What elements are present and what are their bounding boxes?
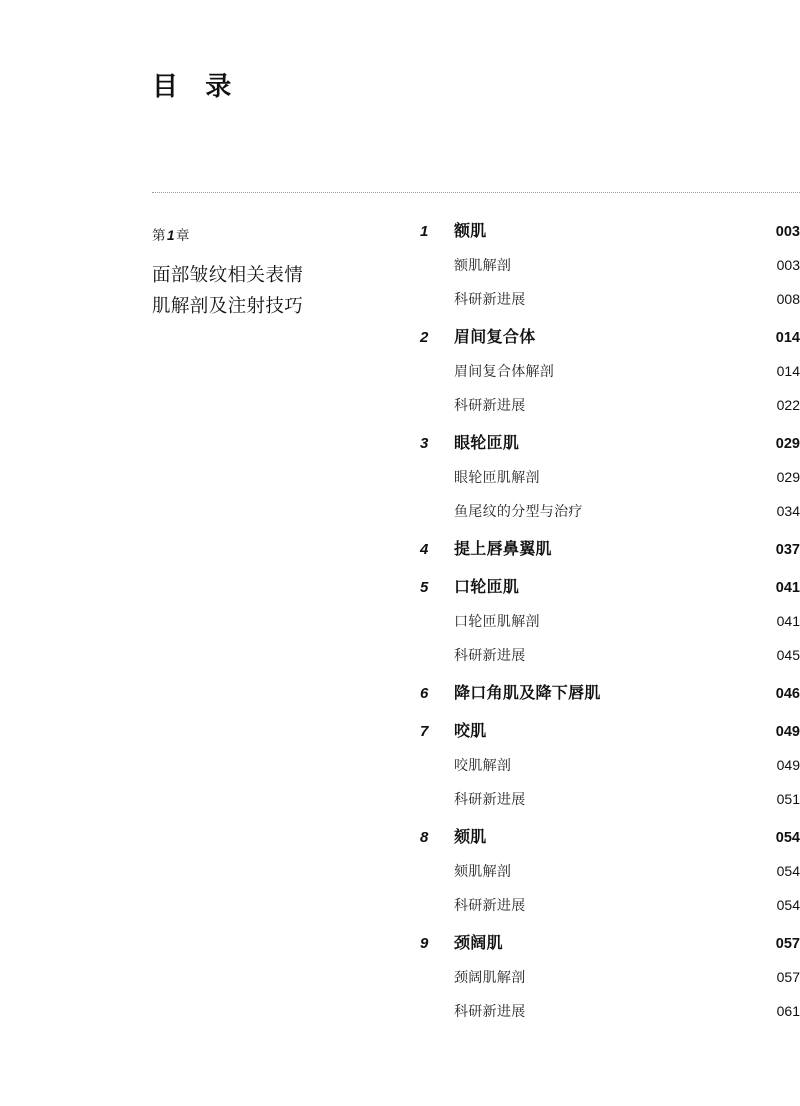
toc-entry-subsection[interactable] bbox=[420, 645, 800, 665]
toc-entry-label: 眉间复合体解剖 bbox=[454, 363, 555, 379]
toc-entry-label: 科研新进展 bbox=[454, 291, 526, 307]
toc-entry-page-number: 037 bbox=[775, 542, 800, 558]
toc-entry-page-number: 003 bbox=[775, 224, 800, 240]
toc-entry-label: 科研新进展 bbox=[454, 397, 526, 413]
toc-entry-number: 9 bbox=[420, 935, 429, 952]
toc-entry-label: 额肌 bbox=[454, 223, 487, 240]
toc-entry-label: 颏肌解剖 bbox=[454, 863, 512, 879]
toc-entry-page-number: 014 bbox=[775, 330, 800, 346]
toc-entry-label: 咬肌解剖 bbox=[454, 757, 512, 773]
page-title: 目 录 bbox=[152, 71, 242, 101]
toc-entry-label: 眼轮匝肌解剖 bbox=[454, 469, 540, 485]
toc-entry-subsection[interactable] bbox=[420, 255, 800, 275]
toc-entry-page-number: 057 bbox=[775, 936, 800, 952]
toc-entry-page-number: 041 bbox=[775, 580, 800, 596]
toc-entry-label: 科研新进展 bbox=[454, 1003, 526, 1019]
toc-entry-page-number: 014 bbox=[776, 363, 800, 379]
toc-entry-label: 口轮匝肌解剖 bbox=[454, 613, 540, 629]
toc-entry-page-number: 034 bbox=[776, 503, 800, 519]
toc-entry-page-number: 029 bbox=[776, 469, 800, 485]
toc-entry-label: 提上唇鼻翼肌 bbox=[454, 541, 552, 558]
toc-entry-number: 7 bbox=[420, 723, 429, 740]
chapter-title-line: 面部皱纹相关表情 bbox=[152, 264, 304, 285]
toc-entry-number: 1 bbox=[420, 223, 429, 240]
toc-entry-label: 额肌解剖 bbox=[454, 257, 512, 273]
toc-entry-page-number: 046 bbox=[775, 686, 800, 702]
toc-entry-label: 鱼尾纹的分型与治疗 bbox=[454, 503, 583, 519]
toc-entry-subsection[interactable] bbox=[420, 501, 800, 521]
toc-entry-section[interactable] bbox=[420, 680, 800, 703]
toc-entry-number: 8 bbox=[420, 829, 429, 846]
toc-entry-subsection[interactable] bbox=[420, 967, 800, 987]
toc-entry-subsection[interactable] bbox=[420, 789, 800, 809]
toc-entry-section[interactable] bbox=[420, 574, 800, 597]
toc-entry-section[interactable] bbox=[420, 324, 800, 347]
toc-entry-list bbox=[420, 218, 800, 1021]
toc-entry-label: 颈阔肌解剖 bbox=[454, 969, 526, 985]
toc-entry-label: 科研新进展 bbox=[454, 791, 526, 807]
chapter-label bbox=[152, 224, 402, 244]
toc-entry-subsection[interactable] bbox=[420, 361, 800, 381]
chapter-heading-block bbox=[152, 224, 402, 321]
toc-entry-page-number: 057 bbox=[776, 969, 800, 985]
toc-entry-page-number: 054 bbox=[776, 863, 800, 879]
toc-entry-label: 口轮匝肌 bbox=[454, 579, 520, 596]
toc-entry-label: 降口角肌及降下唇肌 bbox=[454, 685, 601, 702]
toc-entry-page-number: 041 bbox=[776, 613, 800, 629]
chapter-title-line: 肌解剖及注射技巧 bbox=[152, 294, 304, 316]
toc-entry-number: 6 bbox=[420, 685, 429, 702]
toc-entry-label: 眉间复合体 bbox=[454, 329, 536, 346]
toc-entry-page-number: 045 bbox=[776, 647, 800, 663]
chapter-label-suffix: 章 bbox=[176, 228, 191, 243]
toc-entry-page-number: 008 bbox=[776, 291, 800, 307]
toc-entry-page-number: 003 bbox=[776, 257, 800, 273]
toc-entry-subsection[interactable] bbox=[420, 755, 800, 775]
chapter-label-prefix: 第 bbox=[152, 228, 166, 243]
toc-entry-page-number: 061 bbox=[776, 1003, 800, 1019]
toc-entry-label: 科研新进展 bbox=[454, 897, 526, 913]
toc-entry-section[interactable] bbox=[420, 218, 800, 241]
toc-entry-number: 4 bbox=[420, 541, 429, 558]
toc-entry-page-number: 054 bbox=[775, 830, 800, 846]
toc-entry-label: 科研新进展 bbox=[454, 647, 526, 663]
toc-entry-subsection[interactable] bbox=[420, 861, 800, 881]
toc-entry-label: 眼轮匝肌 bbox=[454, 435, 520, 452]
toc-entry-subsection[interactable] bbox=[420, 611, 800, 631]
toc-entry-section[interactable] bbox=[420, 430, 800, 453]
toc-entry-number: 2 bbox=[420, 329, 429, 346]
toc-entry-page-number: 051 bbox=[776, 791, 800, 807]
toc-entry-section[interactable] bbox=[420, 930, 800, 953]
toc-entry-subsection[interactable] bbox=[420, 395, 800, 415]
toc-entry-label: 咬肌 bbox=[454, 723, 487, 740]
toc-entry-section[interactable] bbox=[420, 824, 800, 847]
toc-entry-number: 3 bbox=[420, 435, 429, 452]
toc-entry-subsection[interactable] bbox=[420, 895, 800, 915]
toc-entry-page-number: 029 bbox=[775, 436, 800, 452]
chapter-title bbox=[152, 260, 402, 321]
toc-entry-subsection[interactable] bbox=[420, 289, 800, 309]
toc-entry-section[interactable] bbox=[420, 536, 800, 559]
toc-entry-number: 5 bbox=[420, 579, 429, 596]
toc-entry-page-number: 022 bbox=[776, 397, 800, 413]
toc-entry-label: 颈阔肌 bbox=[454, 935, 503, 952]
toc-entry-page-number: 049 bbox=[776, 757, 800, 773]
chapter-label-number: 1 bbox=[167, 228, 176, 243]
header-divider bbox=[152, 192, 800, 193]
toc-entry-page-number: 049 bbox=[775, 724, 800, 740]
toc-entry-subsection[interactable] bbox=[420, 467, 800, 487]
toc-entry-subsection[interactable] bbox=[420, 1001, 800, 1021]
toc-entry-label: 颏肌 bbox=[454, 829, 487, 846]
toc-entry-page-number: 054 bbox=[776, 897, 800, 913]
toc-entry-section[interactable] bbox=[420, 718, 800, 741]
